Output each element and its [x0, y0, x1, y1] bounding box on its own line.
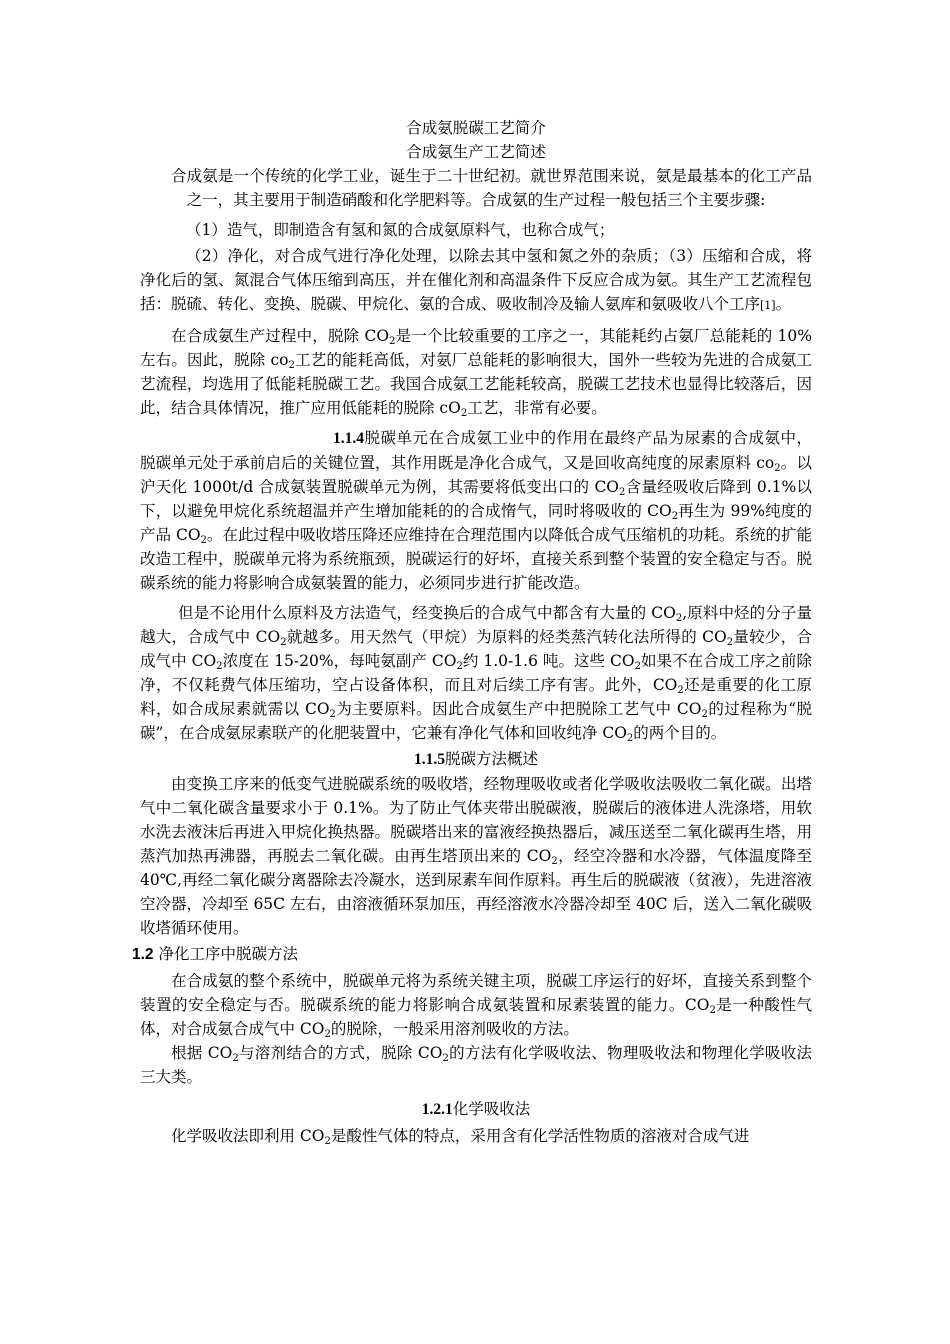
subscript: 2: [619, 487, 626, 498]
text-run: 工艺，非常有必要。: [467, 399, 607, 417]
subscript: 2: [324, 1029, 331, 1040]
section-1-1-5-heading: [140, 747, 812, 772]
text-run: 在合成氨生产过程中，脱除 CO: [171, 327, 390, 345]
subscript: 2: [626, 733, 634, 744]
document-body: [132, 116, 813, 1148]
section-number: 1.1.4: [333, 430, 364, 447]
system-paragraph: [140, 969, 812, 1041]
subscript: 2: [389, 336, 396, 347]
text-run: 量较少，合成气中 CO: [140, 628, 812, 670]
text-run: 由变换工序来的低变气进脱碳系统的吸收塔，经物理吸收或者化学吸收法吸收二氧化碳。出塔气中二氧化碳含量要求小于 0.1%。为了防止气体夹带出脱碳液，脱碳后的液体进人洗涤塔，用软水洗去液沫后再进入甲烷化换热器。脱碳塔出来的富液经换热器后，减压送至二氧化碳再生塔，用蒸汽加热再沸器，再脱去二氧化碳。由再生塔顶出来的 CO: [140, 775, 812, 865]
text-run: 的脱除，一般采用溶剂吸收的方法。: [330, 1020, 579, 1038]
feedstock-paragraph: [140, 601, 812, 745]
section-title: 化学吸收法: [452, 1100, 531, 1118]
section-1-2-heading: [132, 942, 812, 967]
step1-paragraph: （1）造气，即制造含有氢和氮的合成氨原料气，也称合成气；: [186, 221, 615, 239]
section-number: 1.1.5: [413, 751, 445, 768]
subscript: 2: [288, 360, 295, 371]
subscript: 2: [726, 637, 734, 648]
text-run: 是一种酸性气体，对合成氨合成气中 CO: [140, 996, 812, 1038]
text-run: ，经空冷器和水冷器，气体温度降至 40℃,再经二氧化碳分离器除去冷凝水，送到尿素车间作原料。再生后的脱碳液（贫液），先进溶液空冷器，冷却至 65C 左右，由溶液循环泵加压，再经溶液水冷器冷却至 40C 后，送入二氧化碳吸收塔循环使用。: [140, 847, 812, 937]
subscript: 2: [675, 613, 683, 624]
text-run: 浓度在 15-20%，每吨氨副产 CO: [222, 652, 457, 670]
text-run: 是一个比较重要的工序之一，其能耗约占氨厂总能耗的 10%左右。因此，脱除 co: [140, 327, 812, 369]
text-run: 含量经吸收后降到 0.1%以下，以避免甲烷化系统超温并产生增加能耗的的合成惰气，同时将吸收的 CO: [140, 478, 813, 520]
subscript: 2: [460, 408, 468, 419]
energy-paragraph: [140, 324, 812, 420]
chemical-absorption-paragraph: [140, 1124, 812, 1148]
section-number: 1.2: [132, 946, 154, 963]
subscript: 2: [671, 511, 679, 522]
text-run: 为主要原料。因此合成氨生产中把脱除工艺气中 CO: [335, 700, 702, 718]
text-run: 工艺的能耗高低，对氨厂总能耗的影响很大，国外一些较为先进的合成氨工艺流程，均选用了低能耗脱碳工艺。我国合成氨工艺能耗较高，脱碳工艺技术也显得比较落后，因此，结合具体情况，推广应用低能耗的脱除 cO: [140, 351, 812, 417]
step2-text: （2）净化，对合成气进行净化处理，以除去其中氢和氮之外的杂质；（3）压缩和合成，将净化后的氢、氮混合气体压缩到高压，并在催化剂和高温条件下反应合成为氨。其生产工艺流程包括：脱硫、转化、变换、脱碳、甲烷化、氨的合成、吸收制冷及输人氨库和氨吸收八个工序: [140, 247, 812, 313]
subscript: 2: [329, 709, 336, 720]
section-1-2-1-heading: [140, 1097, 812, 1122]
text-run: 还是重要的化工原料，如合成尿素就需以 CO: [140, 676, 812, 718]
text-run: 与溶剂结合的方式，脱除 CO: [238, 1044, 443, 1062]
section-title: 脱碳方法概述: [444, 750, 538, 768]
text-run: 在合成氨的整个系统中，脱碳单元将为系统关键主项，脱碳工序运行的好坏，直接关系到整个装置的安全稳定与否。脱碳系统的能力将影响合成氨装置和尿素装置的能力。CO: [140, 972, 812, 1014]
text-run: 就越多。用天然气（甲烷）为原料的烃类蒸汽转化法所得的 CO: [286, 628, 727, 646]
document-title: 合成氨脱碳工艺简介: [406, 119, 546, 137]
step2-end: 。: [775, 295, 792, 313]
text-run: 脱碳单元在合成氨工业中的作用在最终产品为尿素的合成氨中，脱碳单元处于承前启后的关键位置，其作用既是净化合成气，又是回收高纯度的尿素原料 co: [140, 429, 812, 472]
text-run: 。以沪天化 1000t/d 合成氨装置脱碳单元为例，其需要将低变出口的 CO: [140, 454, 812, 496]
subscript: 2: [701, 709, 708, 720]
subscript: 2: [456, 661, 463, 672]
method-paragraph: [140, 1041, 812, 1089]
section-number: 1.2.1: [421, 1101, 453, 1118]
text-run: 约 1.0-1.6 吨。这些 CO: [462, 652, 635, 670]
text-run: 根据 CO: [171, 1044, 233, 1062]
document-subtitle: 合成氨生产工艺简述: [406, 143, 546, 161]
subscript: 2: [442, 1053, 449, 1064]
subscript: 2: [709, 1005, 716, 1016]
subscript: 2: [232, 1053, 239, 1064]
subscript: 2: [634, 661, 641, 672]
subscript: 2: [280, 637, 287, 648]
intro-paragraph: 合成氨是一个传统的化学工业，诞生于二十世纪初。就世界范围来说，氨是最基本的化工产品之一，其主要用于制造硝酸和化学肥料等。合成氨的生产过程一般包括三个主要步骤:: [171, 167, 812, 209]
text-run: 的两个目的。: [633, 724, 727, 742]
subscript: 2: [324, 1136, 331, 1147]
text-run: 如果不在合成工序之前除净，不仅耗费气体压缩功，空占设备体积，而且对后续工序有害。此外，CO: [140, 652, 812, 694]
text-run: 的过程称为“脱碳”，在合成氨尿素联产的化肥装置中，它兼有净化气体和回收纯净 CO: [140, 700, 812, 742]
step2-paragraph: [140, 244, 812, 318]
text-run: 化学吸收法即利用 CO: [171, 1127, 325, 1145]
subscript: 2: [216, 661, 223, 672]
text-run: 的方法有化学吸收法、物理吸收法和物理化学吸收法三大类。: [140, 1044, 812, 1086]
text-run: 再生为 99%纯度的产品 CO: [140, 502, 812, 544]
section-1-1-4-paragraph: [140, 426, 812, 595]
subscript: 2: [551, 856, 558, 867]
subscript: 2: [677, 685, 684, 696]
text-run: ,原料中烃的分子量越大，合成气中 CO: [140, 604, 812, 646]
text-run: 。在此过程中吸收塔压降还应维持在合理范围内以降低合成气压缩机的功耗。系统的扩能改造工程中，脱碳单元将为系统瓶颈，脱碳运行的好坏，直接关系到整个装置的安全稳定与否。脱碳系统的能力将影响合成氨装置的能力，必须同步进行扩能改造。: [140, 526, 812, 592]
flow-paragraph: [140, 772, 812, 940]
subscript: 2: [200, 535, 207, 546]
citation-ref: [1]: [760, 299, 776, 312]
text-run: 是酸性气体的特点，采用含有化学活性物质的溶液对合成气进: [330, 1127, 750, 1145]
text-run: 但是不论用什么原料及方法造气，经变换后的合成气中都含有大量的 CO: [178, 604, 676, 622]
section-title: 净化工序中脱碳方法: [158, 946, 299, 963]
subscript: 2: [774, 463, 781, 474]
